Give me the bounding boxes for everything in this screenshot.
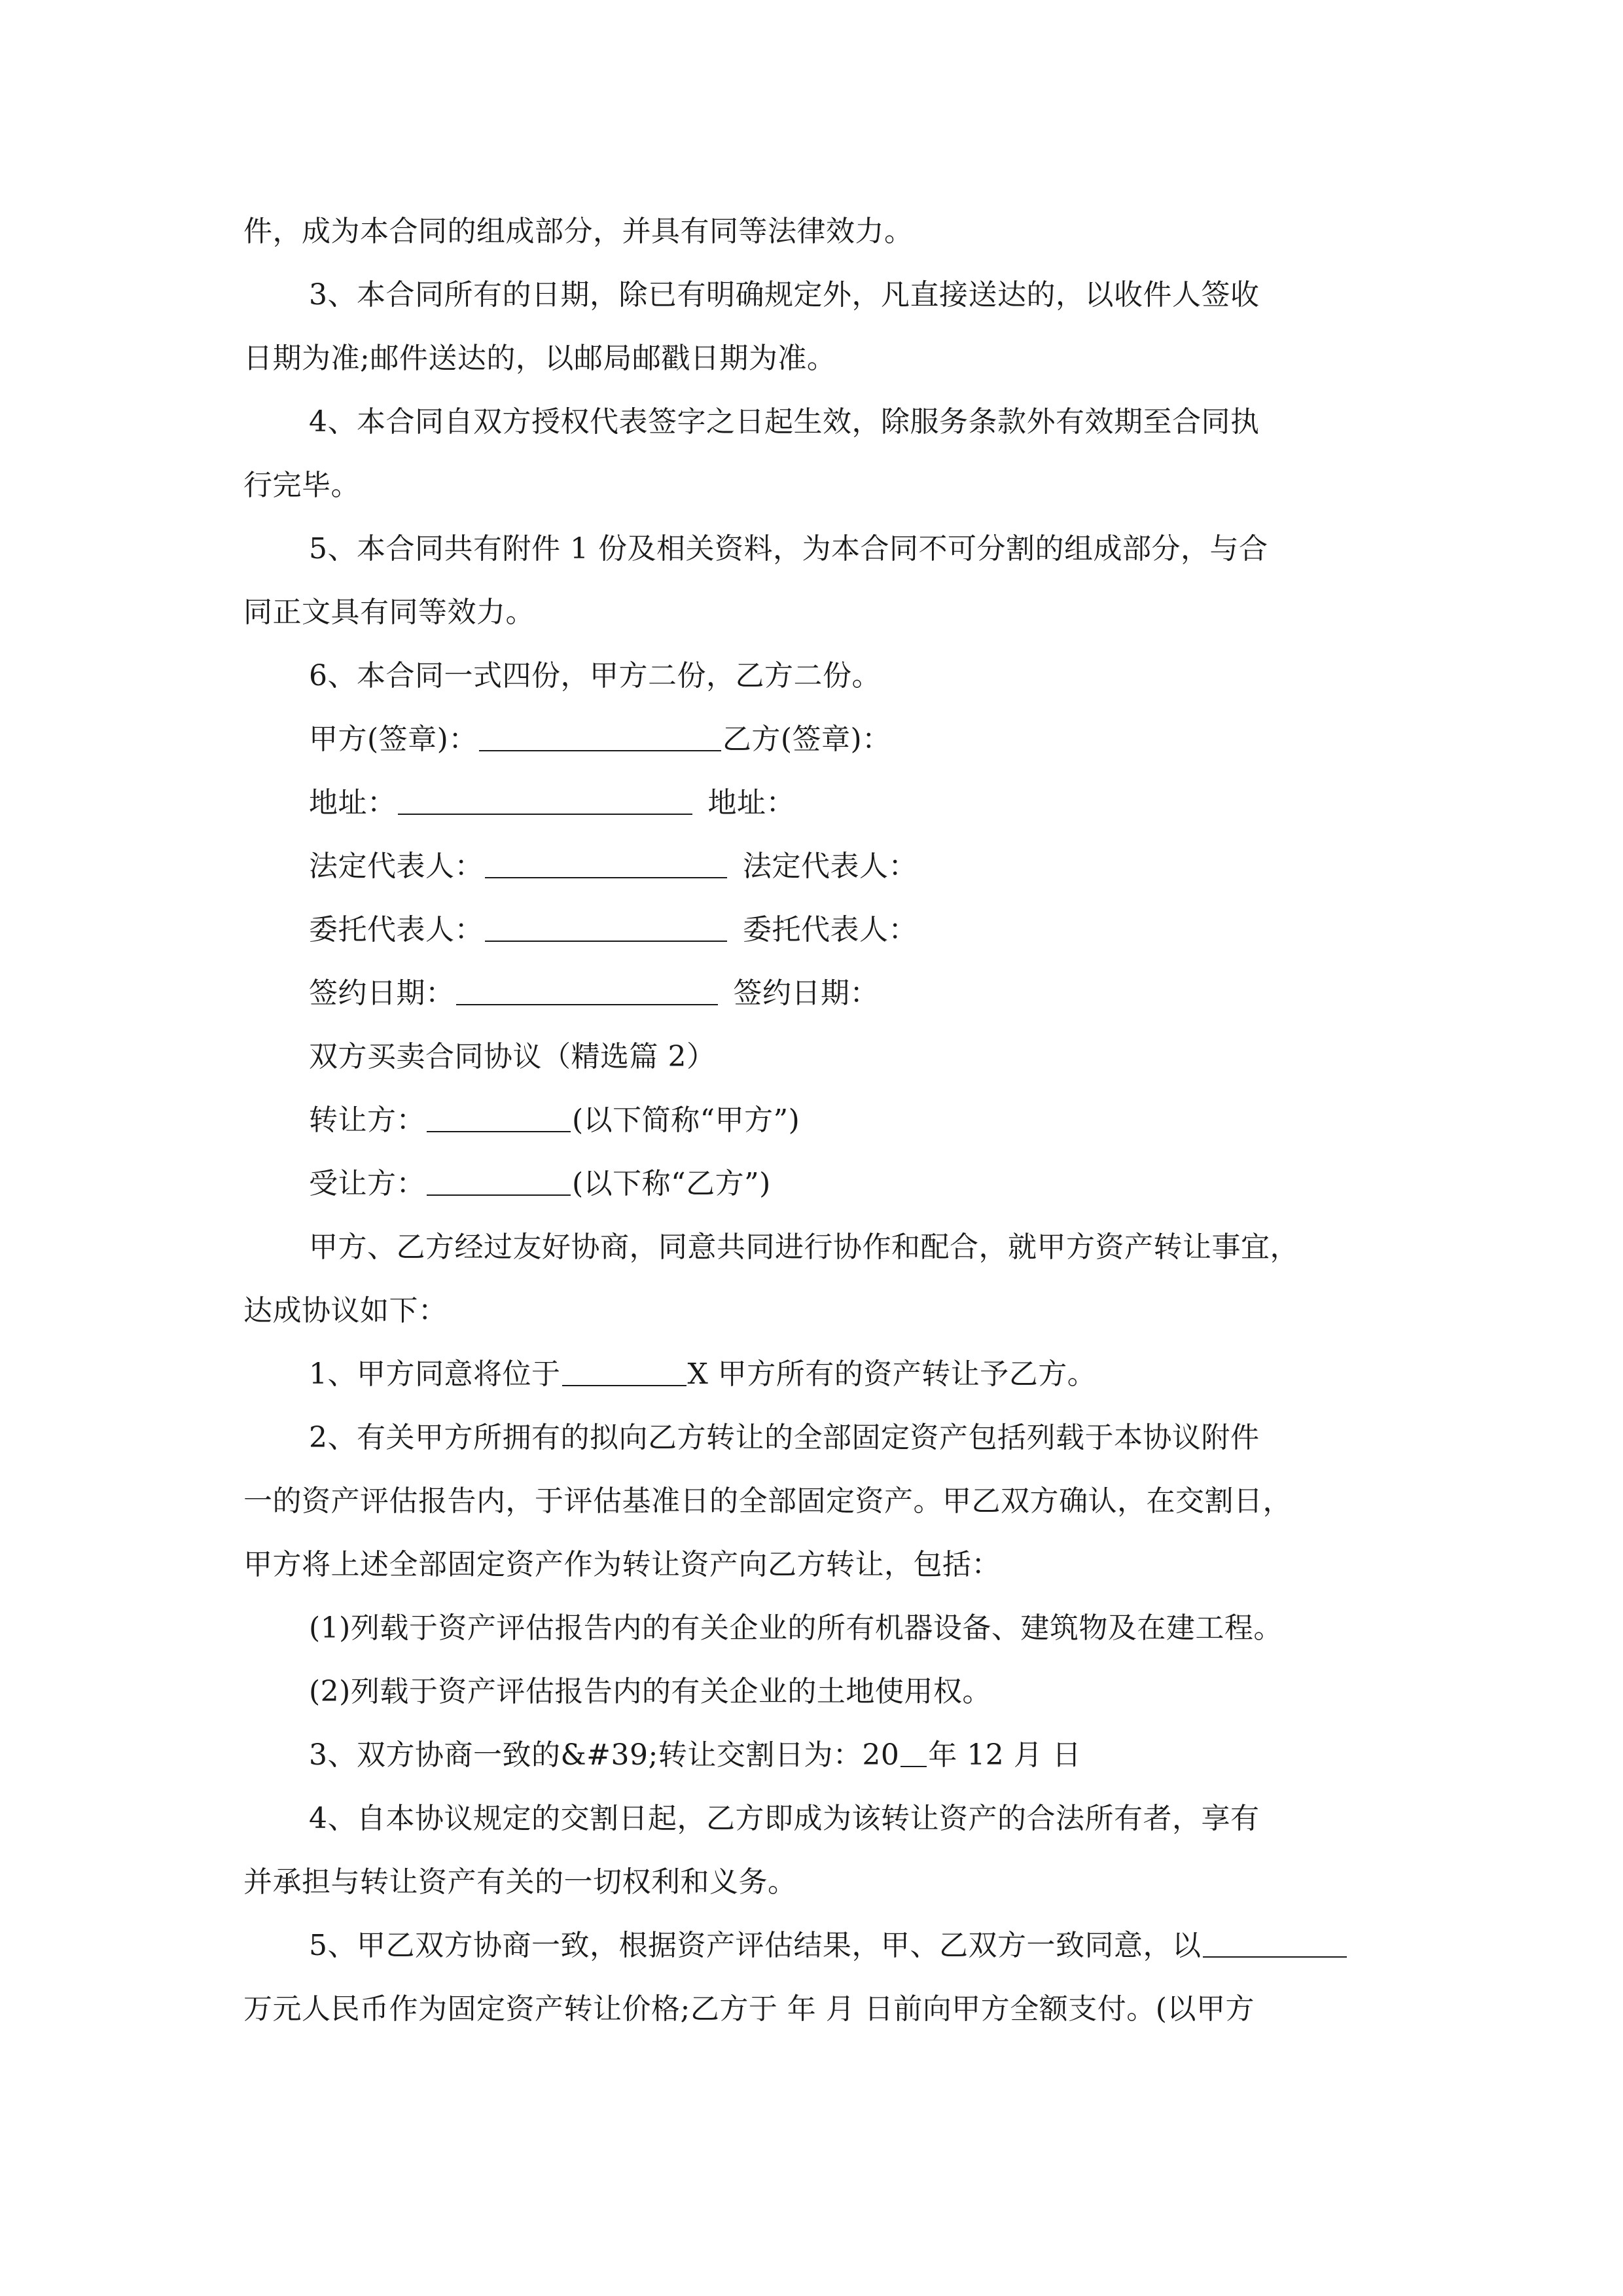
clause-4-line-2: 行完毕。 [243,469,360,502]
section2-clause-2-line-2: 一的资产评估报告内，于评估基准日的全部固定资产。甲乙双方确认，在交割日， [243,1484,1292,1518]
transferee-row [243,1152,1389,1215]
address-b-label: 地址： [707,786,795,819]
legal-rep-a-blank [485,851,727,878]
clause3-text-a: 3、双方协商一致的&#39;转让交割日为：20 [309,1738,900,1772]
address-a-blank [398,787,692,815]
clause-3-line-2: 日期为准;邮件送达的，以邮局邮戳日期为准。 [243,342,836,375]
section2-clause-3 [243,1723,1389,1787]
transferee-suffix: (以下称“乙方”) [572,1167,771,1200]
transferee-label: 受让方： [309,1167,425,1200]
signature-address-row [243,771,1389,834]
signature-seal-row [243,708,1389,771]
section2-clause-4-line-2: 并承担与转让资产有关的一切权利和义务。 [243,1865,797,1899]
transferor-row [243,1088,1389,1152]
intro-line-2: 达成协议如下： [243,1294,448,1327]
transferee-blank [427,1168,571,1196]
party-a-seal-blank [479,724,721,751]
clause-5-line-1: 5、本合同共有附件 1 份及相关资料，为本合同不可分割的组成部分，与合 [309,532,1268,565]
section2-clause-4-line-1: 4、自本协议规定的交割日起，乙方即成为该转让资产的合法所有者，享有 [309,1802,1260,1835]
clause5-price-blank [1203,1930,1347,1958]
section2-item-1: (1)列载于资产评估报告内的有关企业的所有机器设备、建筑物及在建工程。 [309,1611,1283,1645]
party-b-seal-label: 乙方(签章)： [722,723,891,756]
agent-rep-a-blank [485,914,727,942]
clause3-year-blank [901,1740,927,1767]
section2-clause-2-line-1: 2、有关甲方所拥有的拟向乙方转让的全部固定资产包括列载于本协议附件 [309,1421,1260,1454]
clause1-text-b: X 甲方所有的资产转让予乙方。 [687,1357,1097,1391]
section2-clause-5-line-1 [243,1914,1389,1977]
legal-rep-a-label: 法定代表人： [309,850,484,883]
agent-rep-a-label: 委托代表人： [309,913,484,946]
section2-clause-1 [243,1342,1389,1406]
signature-agent-rep-row [243,898,1389,961]
legal-rep-b-label: 法定代表人： [743,850,918,883]
clause5-text-a: 5、甲乙双方协商一致，根据资产评估结果，甲、乙双方一致同意，以 [309,1929,1202,1962]
intro-line-1: 甲方、乙方经过友好协商，同意共同进行协作和配合，就甲方资产转让事宜， [309,1230,1299,1264]
section2-clause-2-line-3: 甲方将上述全部固定资产作为转让资产向乙方转让，包括： [243,1548,1001,1581]
document-body [243,200,1389,2041]
section-2-heading: 双方买卖合同协议（精选篇 2） [309,1040,716,1073]
signature-date-row [243,961,1389,1025]
sign-date-a-blank [456,978,718,1005]
section2-clause-5-line-2: 万元人民币作为固定资产转让价格;乙方于 年 月 日前向甲方全额支付。(以甲方 [243,1992,1255,2026]
address-a-label: 地址： [309,786,397,819]
clause1-text-a: 1、甲方同意将位于 [309,1357,561,1391]
clause1-location-blank [562,1359,687,1386]
clause-6: 6、本合同一式四份，甲方二份，乙方二份。 [309,659,881,692]
clause-4-line-1: 4、本合同自双方授权代表签字之日起生效，除服务条款外有效期至合同执 [309,405,1260,439]
signature-legal-rep-row [243,834,1389,898]
transferor-label: 转让方： [309,1103,425,1137]
sign-date-a-label: 签约日期： [309,977,455,1010]
transferor-blank [427,1105,571,1132]
transferor-suffix: (以下简称“甲方”) [572,1103,800,1137]
clause-3-line-1: 3、本合同所有的日期，除已有明确规定外，凡直接送达的，以收件人签收 [309,278,1260,312]
clause3-text-b: 年 12 月 日 [928,1738,1082,1772]
agent-rep-b-label: 委托代表人： [743,913,918,946]
sign-date-b-label: 签约日期： [733,977,879,1010]
clause-5-line-2: 同正文具有同等效力。 [243,596,535,629]
party-a-seal-label: 甲方(签章)： [309,723,478,756]
paragraph-continuation: 件，成为本合同的组成部分，并具有同等法律效力。 [243,215,914,248]
section2-item-2: (2)列载于资产评估报告内的有关企业的土地使用权。 [309,1675,991,1708]
